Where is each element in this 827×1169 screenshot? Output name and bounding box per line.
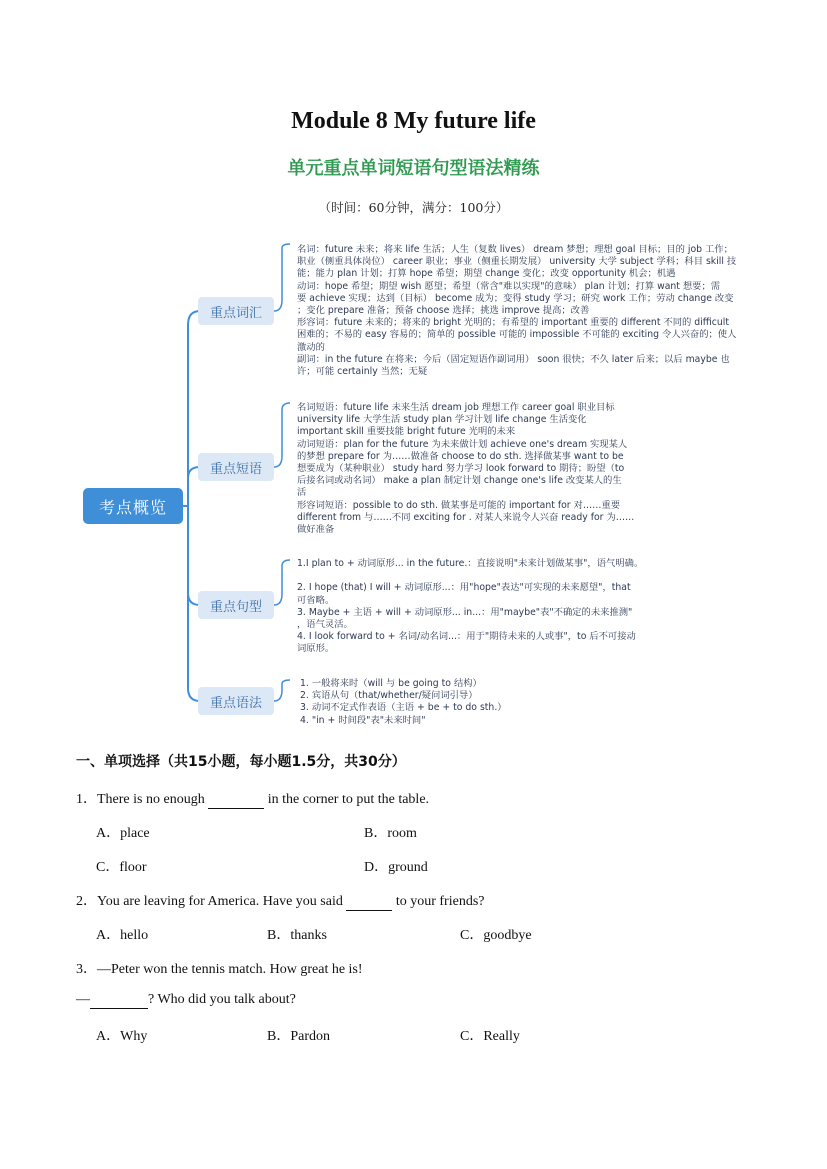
leaf-line: ；变化 prepare 准备；预备 choose 选择；挑选 improve 提高；改善 <box>297 305 590 317</box>
leaf-line: 职业（侧重具体岗位） career 职业；事业（侧重长期发展） university 大学 subject 学科；科目 skill 技 <box>297 256 737 268</box>
branch-key-sentences: 重点句型 <box>198 591 274 619</box>
leaf-line: 的梦想 prepare for 为……做准备 choose to do sth. 选择做某事 want to be <box>297 450 624 462</box>
leaf-grammar-text <box>300 678 600 727</box>
question-text: ? Who did you talk about? <box>148 992 296 1007</box>
mindmap-root: 考点概览 <box>83 488 183 524</box>
leaf-line: 名词：future 未来；将来 life 生活；人生（复数 lives） dream 梦想；理想 goal 目标；目的 job 工作； <box>297 244 733 255</box>
option-a[interactable]: A．Why <box>96 1029 148 1044</box>
leaf-line: 困难的；不易的 easy 容易的；简单的 possible 可能的 impossible 不可能的 exciting 令人兴奋的；使人 <box>297 329 737 341</box>
leaf-vocabulary-text <box>297 244 757 378</box>
leaf-line: 副词：in the future 在将来；今后（固定短语作副词用） soon 很快；不久 later 后来；以后 maybe 也 <box>297 353 730 365</box>
leaf-line: university life 大学生活 study plan 学习计划 life change 生活变化 <box>297 414 587 426</box>
leaf-line: 形容词：future 未来的；将来的 bright 光明的；有希望的 important 重要的 different 不同的 difficult <box>297 317 729 329</box>
question-text: in the corner to put the table. <box>264 792 430 807</box>
answer-blank[interactable] <box>208 792 264 809</box>
leaf-line: 后接名词或动名词） make a plan 制定计划 change one's life 改变某人的生 <box>297 475 622 487</box>
leaf-phrases-text <box>297 402 657 536</box>
leaf-sentences-text <box>297 558 667 656</box>
option-c[interactable]: C．goodbye <box>460 928 532 943</box>
page-subtitle: 单元重点单词短语句型语法精练 <box>287 158 540 179</box>
time-note: （时间：60分钟，满分：100分） <box>318 200 509 215</box>
question-text: 2．You are leaving for America. Have you said <box>76 894 347 909</box>
leaf-line: 名词短语：future life 未来生活 dream job 理想工作 career goal 职业目标 <box>297 402 615 413</box>
leaf-line: important skill 重要技能 bright future 光明的未来 <box>297 426 516 438</box>
question-3: 3．—Peter won the tennis match. How great he is! <box>76 962 363 977</box>
leaf-line: 做好准备 <box>297 524 335 536</box>
leaf-line: 激动的 <box>297 341 325 353</box>
question-text: — <box>76 992 90 1007</box>
leaf-line: 3. 动词不定式作表语（主语 + be + to do sth.） <box>300 702 507 714</box>
leaf-line: 4. "in + 时间段"表"未来时间" <box>300 714 426 726</box>
leaf-line: 形容词短语：possible to do sth. 做某事是可能的 important for 对……重要 <box>297 499 621 511</box>
leaf-line: 活 <box>297 487 307 499</box>
leaf-line: ，语气灵活。 <box>297 619 353 631</box>
branch-key-phrases: 重点短语 <box>198 453 274 481</box>
option-c[interactable]: C．floor <box>96 860 147 875</box>
option-b[interactable]: B．room <box>364 826 417 841</box>
question-1 <box>76 788 429 809</box>
leaf-line: 动词：hope 希望；期望 wish 愿望；希望（常含"难以实现"的意味） plan 计划；打算 want 想要；需 <box>297 280 721 292</box>
branch-key-vocabulary: 重点词汇 <box>198 297 274 325</box>
option-d[interactable]: D．ground <box>364 860 428 875</box>
leaf-line: 要 achieve 实现；达到（目标） become 成为；变得 study 学习；研究 work 工作；劳动 change 改变 <box>297 292 734 304</box>
leaf-line: 4. I look forward to + 名词/动名词...：用于"期待未来的人或事"，to 后不可接动 <box>297 631 636 643</box>
leaf-line: 能；能力 plan 计划；打算 hope 希望；期望 change 变化；改变 opportunity 机会；机遇 <box>297 268 676 280</box>
section-title: 一、单项选择（共15小题，每小题1.5分，共30分） <box>76 754 406 770</box>
leaf-line: 想要成为（某种职业） study hard 努力学习 look forward to 期待；盼望（to <box>297 463 625 475</box>
leaf-line: 1. 一般将来时（will 与 be going to 结构） <box>300 678 482 689</box>
leaf-line: 许；可能 certainly 当然；无疑 <box>297 366 428 378</box>
question-text: to your friends? <box>392 894 485 909</box>
answer-blank[interactable] <box>90 992 148 1009</box>
leaf-line: 2. I hope (that) I will + 动词原形...：用"hope"表达"可实现的未来愿望"，that <box>297 582 631 594</box>
option-b[interactable]: B．Pardon <box>267 1029 330 1044</box>
leaf-line: 2. 宾语从句（that/whether/疑问词引导） <box>300 690 478 702</box>
answer-blank[interactable] <box>346 894 392 911</box>
leaf-line: 3. Maybe + 主语 + will + 动词原形... in...：用"maybe"表"不确定的未来推测" <box>297 606 633 618</box>
leaf-line: different from 与……不同 exciting for . 对某人来说令人兴奋 ready for 为…… <box>297 511 635 523</box>
question-text: 1．There is no enough <box>76 792 209 807</box>
leaf-line: 动词短语：plan for the future 为未来做计划 achieve one's dream 实现某人 <box>297 438 628 450</box>
option-a[interactable]: A．place <box>96 826 150 841</box>
leaf-line: 可省略。 <box>297 594 335 606</box>
question-3-response <box>76 992 296 1009</box>
leaf-line: 1.I plan to + 动词原形... in the future.：直接说明"未来计划做某事"，语气明确。 <box>297 558 644 569</box>
option-b[interactable]: B．thanks <box>267 928 327 943</box>
page-title: Module 8 My future life <box>291 108 536 134</box>
leaf-line <box>297 570 667 582</box>
option-a[interactable]: A．hello <box>96 928 149 943</box>
option-c[interactable]: C．Really <box>460 1029 520 1044</box>
branch-key-grammar: 重点语法 <box>198 687 274 715</box>
question-2 <box>76 890 485 911</box>
leaf-line: 词原形。 <box>297 643 335 655</box>
